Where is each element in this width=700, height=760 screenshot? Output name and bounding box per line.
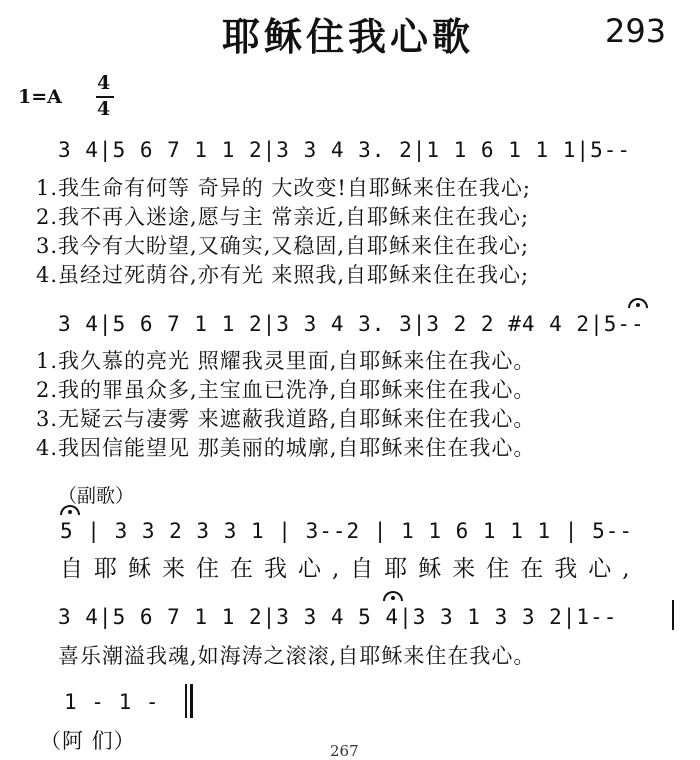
amen-barline-thick bbox=[190, 684, 193, 718]
section1-verse-4: 4.虽经过死荫谷,亦有光 来照我,自耶稣来住在我心; bbox=[36, 263, 530, 287]
section2-verse-3: 3.无疑云与凄雾 来遮蔽我道路,自耶稣来住在我心。 bbox=[36, 407, 536, 431]
section2-verse-4: 4.我因信能望见 那美丽的城廓,自耶稣来住在我心。 bbox=[36, 436, 536, 460]
chorus-lyric-line-1: 自耶稣来住在我心,自耶稣来住在我心, bbox=[60, 556, 641, 582]
section1-verse-3: 3.我今有大盼望,又确实,又稳固,自耶稣来住在我心; bbox=[36, 234, 530, 258]
final-barline bbox=[672, 600, 674, 630]
amen-lyric: （阿 们） bbox=[40, 729, 136, 753]
fermata-mark bbox=[628, 298, 648, 308]
section1-notes: 3 4|5 6 7 1 1 2|3 3 4 3. 2|1 1 6 1 1 1|5-- bbox=[58, 138, 632, 162]
chorus-label: （副歌） bbox=[58, 485, 135, 507]
time-signature-top: 4 bbox=[97, 72, 111, 94]
time-signature-bottom: 4 bbox=[97, 98, 111, 120]
chorus-notes-line-1: 5 | 3 3 2 3 3 1 | 3--2 | 1 1 6 1 1 1 | 5-- bbox=[60, 519, 634, 543]
hymn-title: 耶稣住我心歌 bbox=[222, 15, 475, 59]
section1-verse-1: 1.我生命有何等 奇异的 大改变!自耶稣来住在我心; bbox=[36, 176, 531, 200]
fermata-mark bbox=[383, 591, 403, 601]
amen-barline bbox=[185, 684, 187, 718]
chorus-lyric-line-2: 喜乐潮溢我魂,如海涛之滚滚,自耶稣来住在我心。 bbox=[58, 644, 536, 668]
key-signature: 1=A bbox=[18, 86, 62, 108]
section1-verse-2: 2.我不再入迷途,愿与主 常亲近,自耶稣来住在我心; bbox=[36, 205, 530, 229]
hymn-number: 293 bbox=[605, 12, 667, 50]
section2-notes: 3 4|5 6 7 1 1 2|3 3 4 3. 3|3 2 2 #4 4 2|5-- bbox=[58, 312, 645, 336]
section2-verse-2: 2.我的罪虽众多,主宝血已洗净,自耶稣来住在我心。 bbox=[36, 378, 536, 402]
chorus-notes-line-2: 3 4|5 6 7 1 1 2|3 3 4 5 4|3 3 1 3 3 2|1-- bbox=[58, 605, 618, 629]
section2-verse-1: 1.我久慕的亮光 照耀我灵里面,自耶稣来住在我心。 bbox=[36, 349, 536, 373]
amen-notes: 1 - 1 - bbox=[64, 690, 160, 714]
page-number: 267 bbox=[330, 742, 359, 760]
